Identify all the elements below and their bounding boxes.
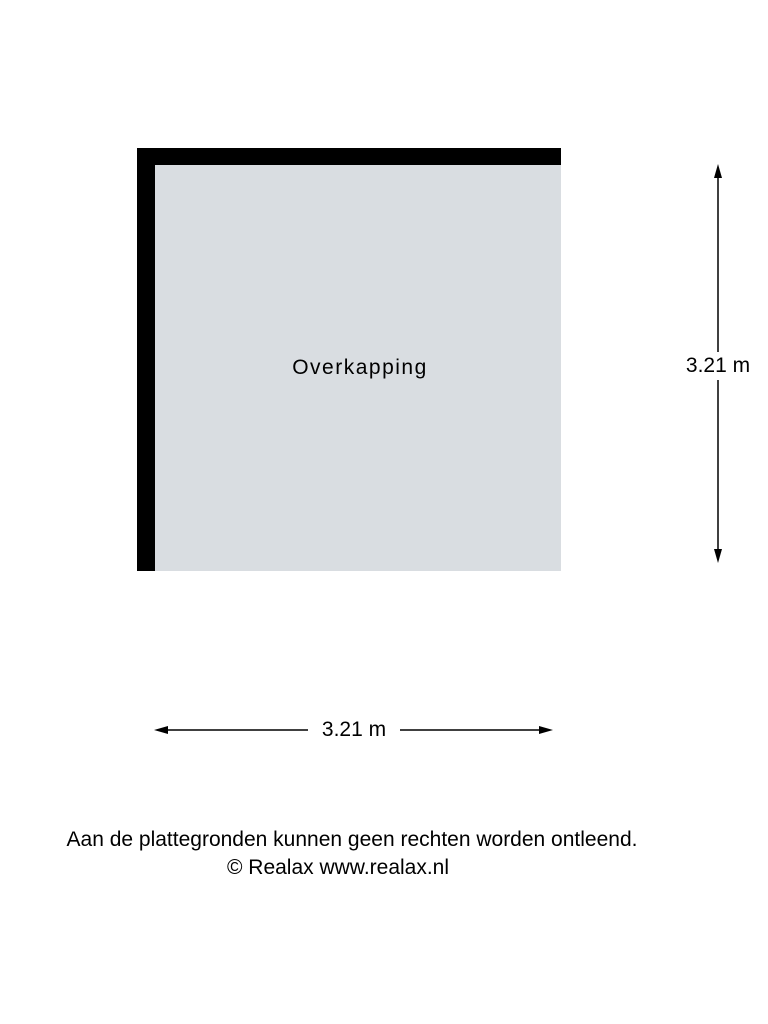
wall-top — [137, 148, 561, 165]
height-dimension-label: 3.21 m — [676, 352, 760, 380]
arrow-up-icon — [714, 164, 722, 178]
copyright-text: © Realax www.realax.nl — [226, 856, 450, 879]
disclaimer-text: Aan de plattegronden kunnen geen rechten worden ontleend. — [66, 828, 638, 851]
arrow-right-icon — [539, 726, 553, 734]
width-dimension-label: 3.21 m — [308, 716, 400, 744]
wall-left — [137, 148, 155, 571]
room-label: Overkapping — [292, 356, 428, 379]
arrow-down-icon — [714, 549, 722, 563]
arrow-left-icon — [154, 726, 168, 734]
